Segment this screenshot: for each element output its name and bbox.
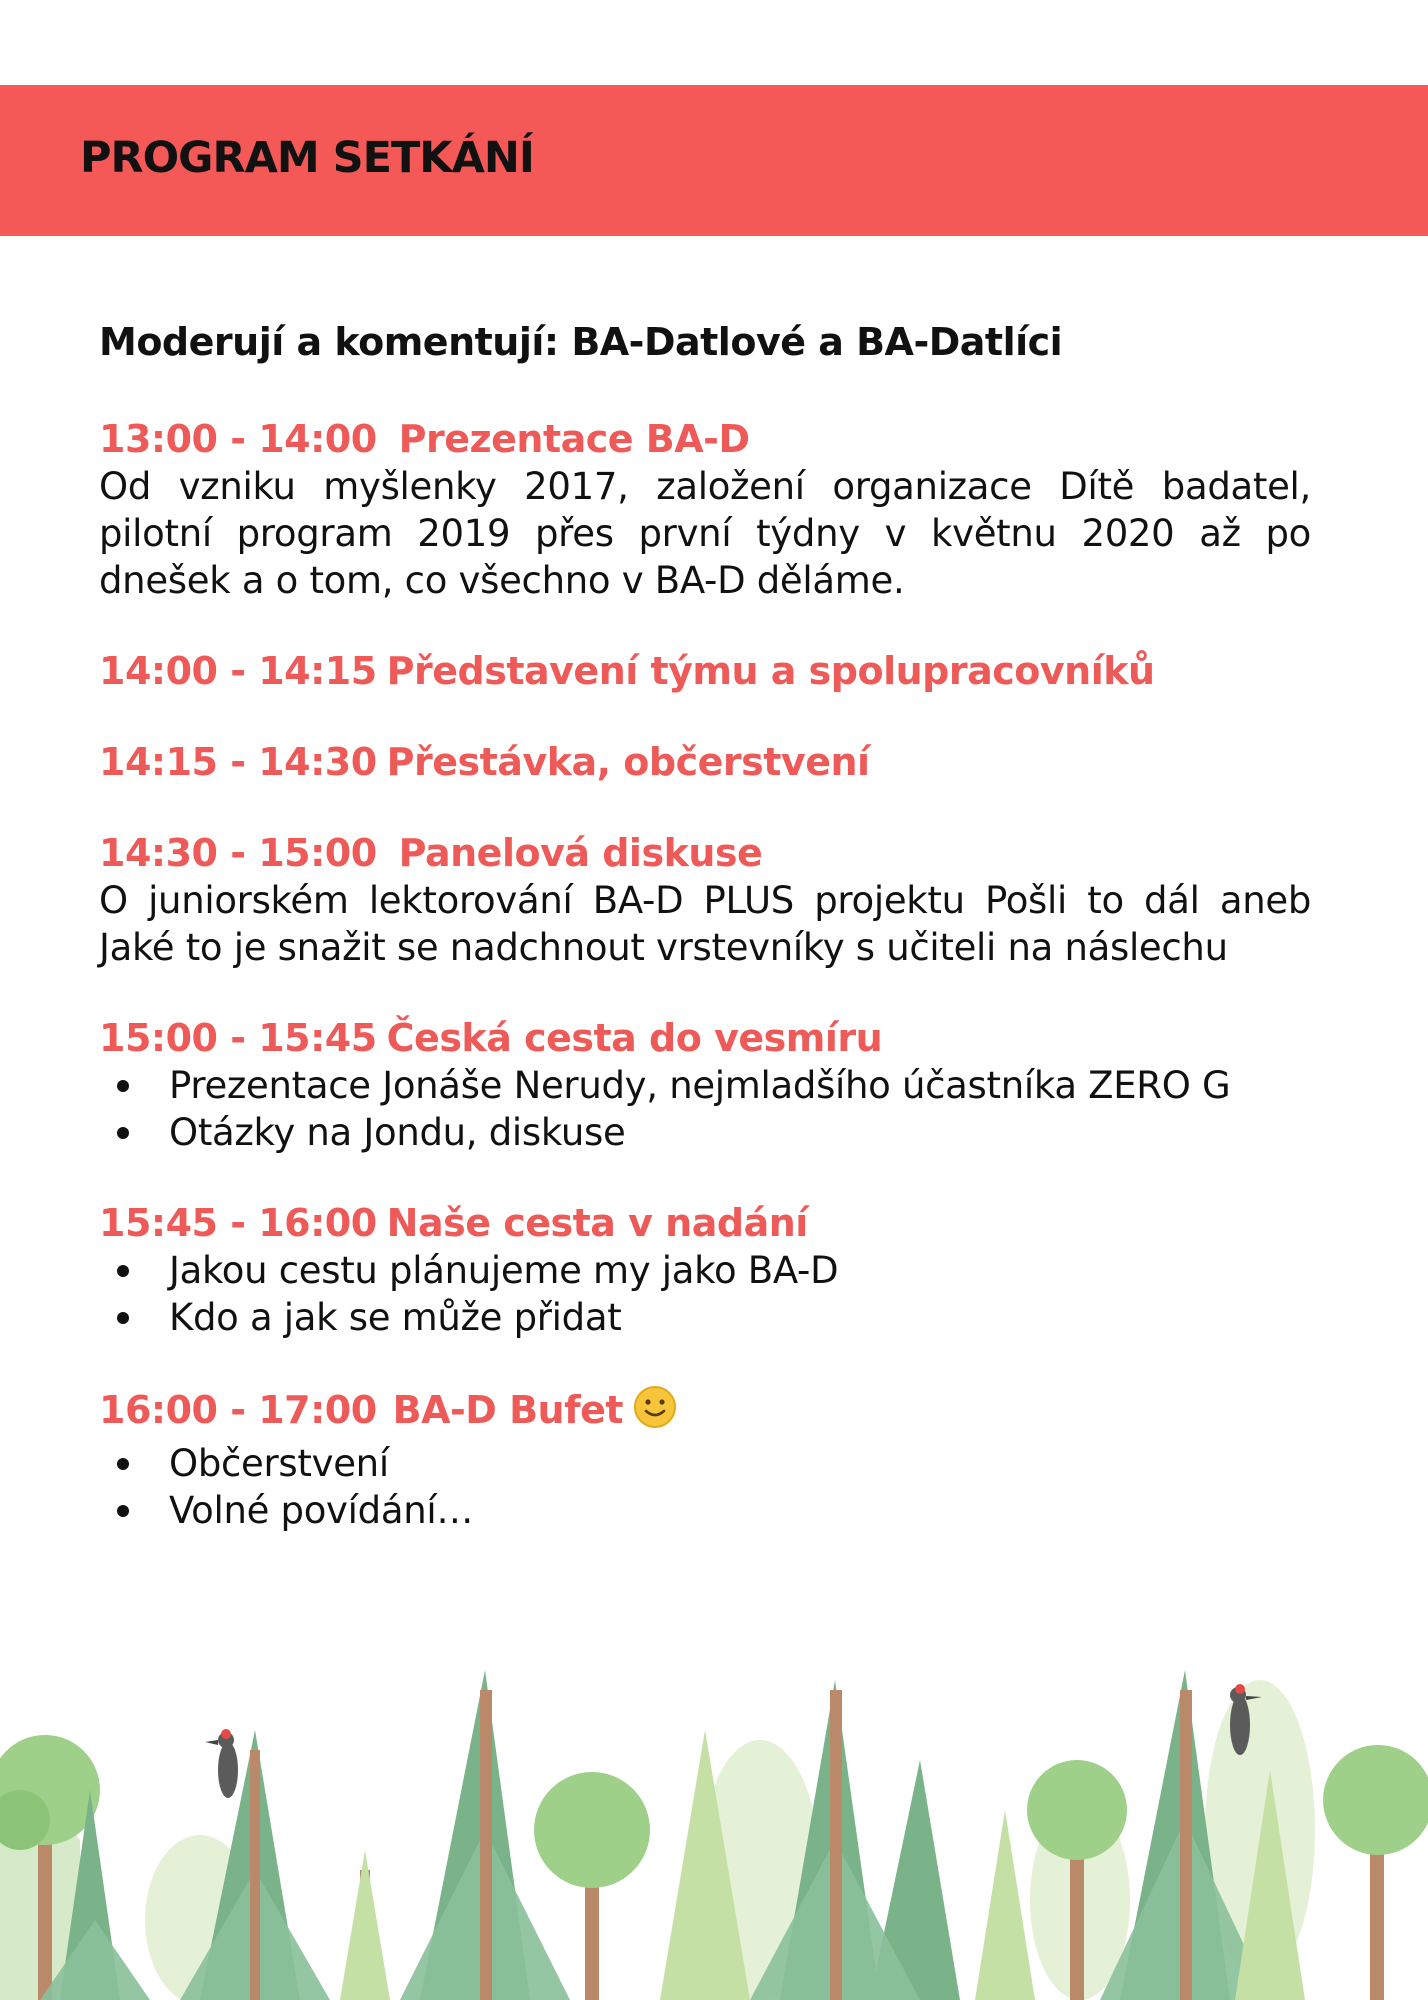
smiley-icon xyxy=(633,1385,677,1440)
program-item-presentation xyxy=(99,416,1311,604)
item-title: Panelová diskuse xyxy=(398,831,763,875)
list-item-text: Kdo a jak se může přidat xyxy=(169,1296,622,1339)
item-title: Přestávka, občerstvení xyxy=(386,740,870,784)
bullet-list xyxy=(99,1440,1311,1534)
list-item xyxy=(99,1247,1311,1294)
bullet-icon xyxy=(117,1265,129,1277)
program-item-heading xyxy=(99,739,1311,786)
item-description: O juniorském lektorování BA-D PLUS projektu Pošli to dál aneb Jaké to je snažit se nadchnout vrstevníky s učiteli na náslechu xyxy=(99,879,1311,969)
program-item-heading xyxy=(99,1015,1311,1062)
list-item xyxy=(99,1487,1311,1534)
page-title: PROGRAM SETKÁNÍ xyxy=(80,133,534,183)
item-title: Naše cesta v nadání xyxy=(386,1201,808,1245)
list-item-text: Občerstvení xyxy=(169,1442,389,1485)
item-title: BA-D Bufet xyxy=(392,1388,624,1432)
program-item-heading xyxy=(99,830,1311,877)
list-item xyxy=(99,1440,1311,1487)
program-item-heading xyxy=(99,1200,1311,1247)
bullet-icon xyxy=(117,1127,129,1139)
program-item-break xyxy=(99,739,1311,786)
program-item-heading xyxy=(99,1385,1311,1440)
item-title: Představení týmu a spolupracovníků xyxy=(386,649,1155,693)
program-item-team xyxy=(99,648,1311,695)
list-item-text: Otázky na Jondu, diskuse xyxy=(169,1111,626,1154)
program-content xyxy=(99,320,1311,1578)
item-title: Prezentace BA-D xyxy=(398,417,750,461)
list-item-text: Jakou cestu plánujeme my jako BA-D xyxy=(169,1249,839,1292)
forest-illustration xyxy=(0,1670,1428,2000)
list-item xyxy=(99,1109,1311,1156)
bullet-icon xyxy=(117,1458,129,1470)
time-range: 15:00 - 15:45 xyxy=(99,1016,377,1060)
list-item xyxy=(99,1062,1311,1109)
time-range: 16:00 - 17:00 xyxy=(99,1388,377,1432)
program-item-heading xyxy=(99,648,1311,695)
time-range: 14:00 - 14:15 xyxy=(99,649,377,693)
time-range: 14:30 - 15:00 xyxy=(99,831,377,875)
item-title: Česká cesta do vesmíru xyxy=(386,1016,883,1060)
bullet-icon xyxy=(117,1080,129,1092)
moderators-line: Moderují a komentují: BA-Datlové a BA-Datlíci xyxy=(99,320,1063,364)
list-item-text: Volné povídání… xyxy=(169,1489,474,1532)
bullet-list xyxy=(99,1247,1311,1341)
item-description: Od vzniku myšlenky 2017, založení organizace Dítě badatel, pilotní program 2019 přes první týdny v květnu 2020 až po dnešek a o tom, co všechno v BA-D děláme. xyxy=(99,465,1311,602)
program-item-space xyxy=(99,1015,1311,1156)
time-range: 15:45 - 16:00 xyxy=(99,1201,377,1245)
program-item-talent xyxy=(99,1200,1311,1341)
bullet-icon xyxy=(117,1505,129,1517)
program-item-bufet xyxy=(99,1385,1311,1534)
bullet-list xyxy=(99,1062,1311,1156)
program-item-heading xyxy=(99,416,1311,463)
list-item-text: Prezentace Jonáše Nerudy, nejmladšího účastníka ZERO G xyxy=(169,1064,1231,1107)
list-item xyxy=(99,1294,1311,1341)
header-banner xyxy=(0,85,1428,236)
bullet-icon xyxy=(117,1312,129,1324)
program-item-panel xyxy=(99,830,1311,971)
time-range: 13:00 - 14:00 xyxy=(99,417,377,461)
time-range: 14:15 - 14:30 xyxy=(99,740,377,784)
